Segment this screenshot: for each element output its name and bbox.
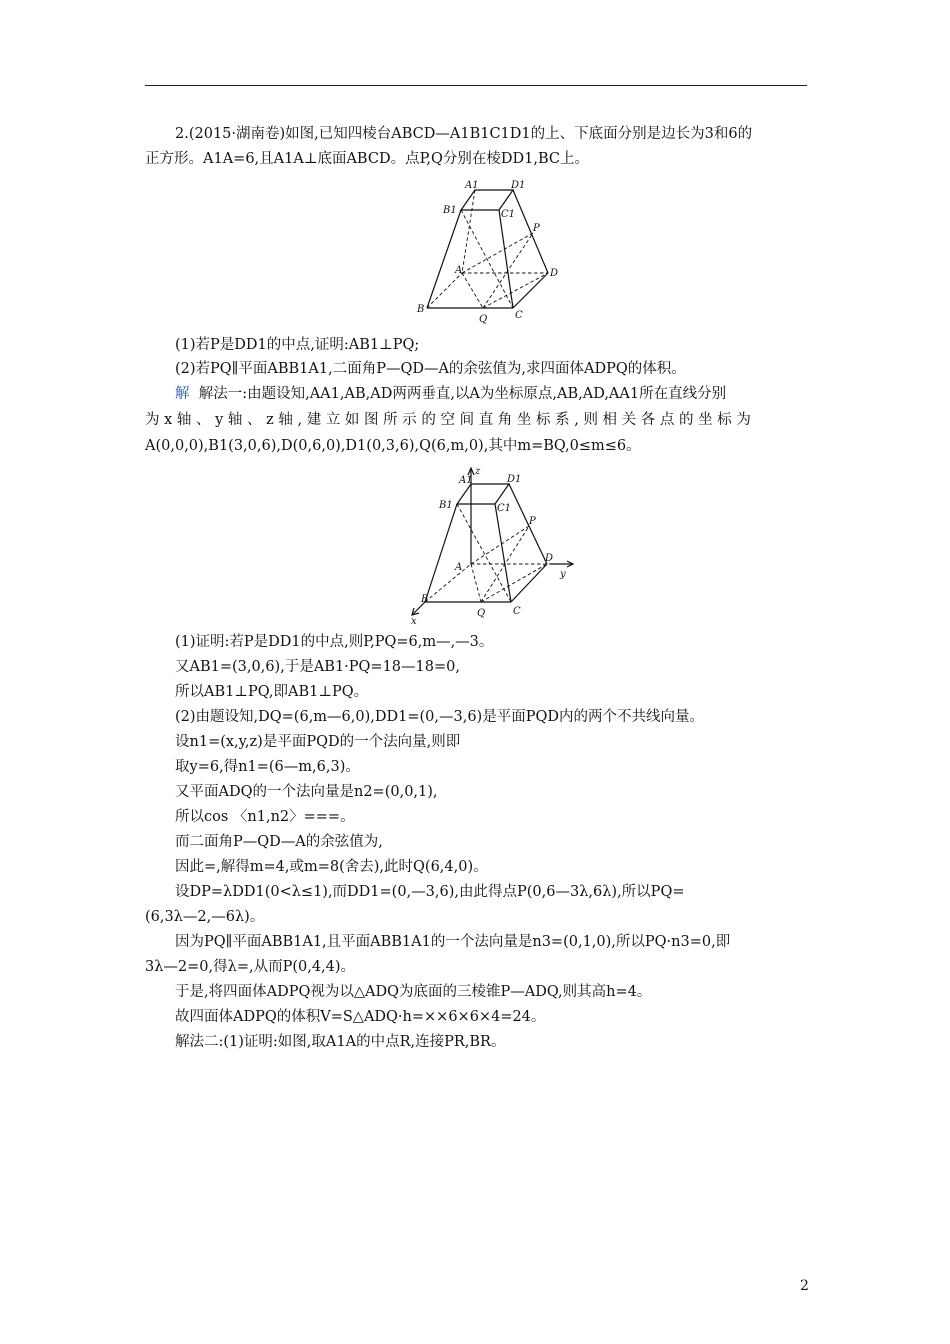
label-Q: Q: [477, 608, 486, 619]
label-D1: D1: [511, 180, 526, 191]
axis-z-label: z: [475, 466, 481, 477]
solution-line: 而二面角P—QD—A的余弦值为,: [175, 834, 383, 850]
frustum-figure-2: [405, 464, 580, 624]
axis-y-label: y: [560, 569, 566, 580]
solution-line: 所以AB1⊥PQ,即AB1⊥PQ。: [175, 684, 369, 700]
solution-line: 设n1=(x,y,z)是平面PQD的一个法向量,则即: [175, 734, 461, 750]
label-A1: A1: [459, 475, 473, 486]
solution-line: (2)由题设知,DQ=(6,m—6,0),DD1=(0,—3,6)是平面PQD内的两个不共线向量。: [175, 709, 704, 725]
label-B1: B1: [443, 205, 457, 216]
label-B1: B1: [439, 500, 453, 511]
method-1-line-2: 为 x 轴 、 y 轴 、 z 轴 , 建 立 如 图 所 示 的 空 间 直 角 坐 标 系 , 则 相 关 各 点 的 坐 标 为: [145, 412, 751, 428]
solution-intro: [175, 384, 726, 404]
label-A: A: [455, 562, 463, 573]
label-C1: C1: [497, 503, 512, 514]
label-B: B: [417, 304, 425, 315]
solution-label: 解: [175, 386, 190, 402]
solution-line: 因此=,解得m=4,或m=8(舍去),此时Q(6,4,0)。: [175, 859, 488, 875]
label-Q: Q: [479, 314, 488, 325]
label-P: P: [533, 223, 540, 234]
problem-line-2: 正方形。A1A=6,且A1A⊥底面ABCD。点P,Q分别在棱DD1,BC上。: [145, 151, 589, 167]
solution-line: 设DP=λDD1(0<λ≤1),而DD1=(0,—3,6),由此得点P(0,6—3λ,6λ),所以PQ=: [175, 884, 685, 900]
method-1-line-3: A(0,0,0),B1(3,0,6),D(0,6,0),D1(0,3,6),Q(6,m,0),其中m=BQ,0≤m≤6。: [145, 438, 641, 454]
solution-line: 因为PQ∥平面ABB1A1,且平面ABB1A1的一个法向量是n3=(0,1,0),所以PQ·n3=0,即: [175, 934, 731, 950]
solution-line: 又平面ADQ的一个法向量是n2=(0,0,1),: [175, 784, 438, 800]
solution-line: 于是,将四面体ADPQ视为以△ADQ为底面的三棱锥P—ADQ,则其高h=4。: [175, 984, 652, 1000]
solution-line: 又AB1=(3,0,6),于是AB1·PQ=18—18=0,: [175, 659, 460, 675]
axis-x-label: x: [411, 616, 417, 624]
solution-line: 所以cos 〈n1,n2〉===。: [175, 809, 355, 825]
solution-line: 3λ—2=0,得λ=,从而P(0,4,4)。: [145, 959, 356, 975]
solution-line: 故四面体ADPQ的体积V=S△ADQ·h=××6×6×4=24。: [175, 1009, 546, 1025]
label-D: D: [545, 553, 554, 564]
solution-line: (1)证明:若P是DD1的中点,则P,PQ=6,m—,—3。: [175, 634, 494, 650]
question-1: (1)若P是DD1的中点,证明:AB1⊥PQ;: [175, 337, 420, 353]
question-2: (2)若PQ∥平面ABB1A1,二面角P—QD—A的余弦值为,求四面体ADPQ的体积。: [175, 361, 686, 377]
label-D1: D1: [507, 474, 522, 485]
label-C: C: [515, 310, 523, 321]
label-C1: C1: [501, 209, 516, 220]
label-B: B: [421, 594, 429, 605]
solution-line: (6,3λ—2,—6λ)。: [145, 909, 265, 925]
page-number: 2: [800, 1278, 809, 1294]
label-D: D: [550, 268, 559, 279]
solution-line: 解法二:(1)证明:如图,取A1A的中点R,连接PR,BR。: [175, 1034, 506, 1050]
frustum-figure-1: [415, 176, 580, 328]
header-rule: [145, 85, 807, 86]
problem-line-1: 2.(2015·湖南卷)如图,已知四棱台ABCD—A1B1C1D1的上、下底面分别是边长为3和6的: [175, 126, 753, 142]
label-A1: A1: [465, 180, 479, 191]
method-1-intro: 解法一:由题设知,AA1,AB,AD两两垂直,以A为坐标原点,AB,AD,AA1所在直线分别: [198, 386, 727, 402]
label-C: C: [513, 606, 521, 617]
label-P: P: [529, 516, 536, 527]
label-A: A: [455, 265, 463, 276]
solution-line: 取y=6,得n1=(6—m,6,3)。: [175, 759, 360, 775]
